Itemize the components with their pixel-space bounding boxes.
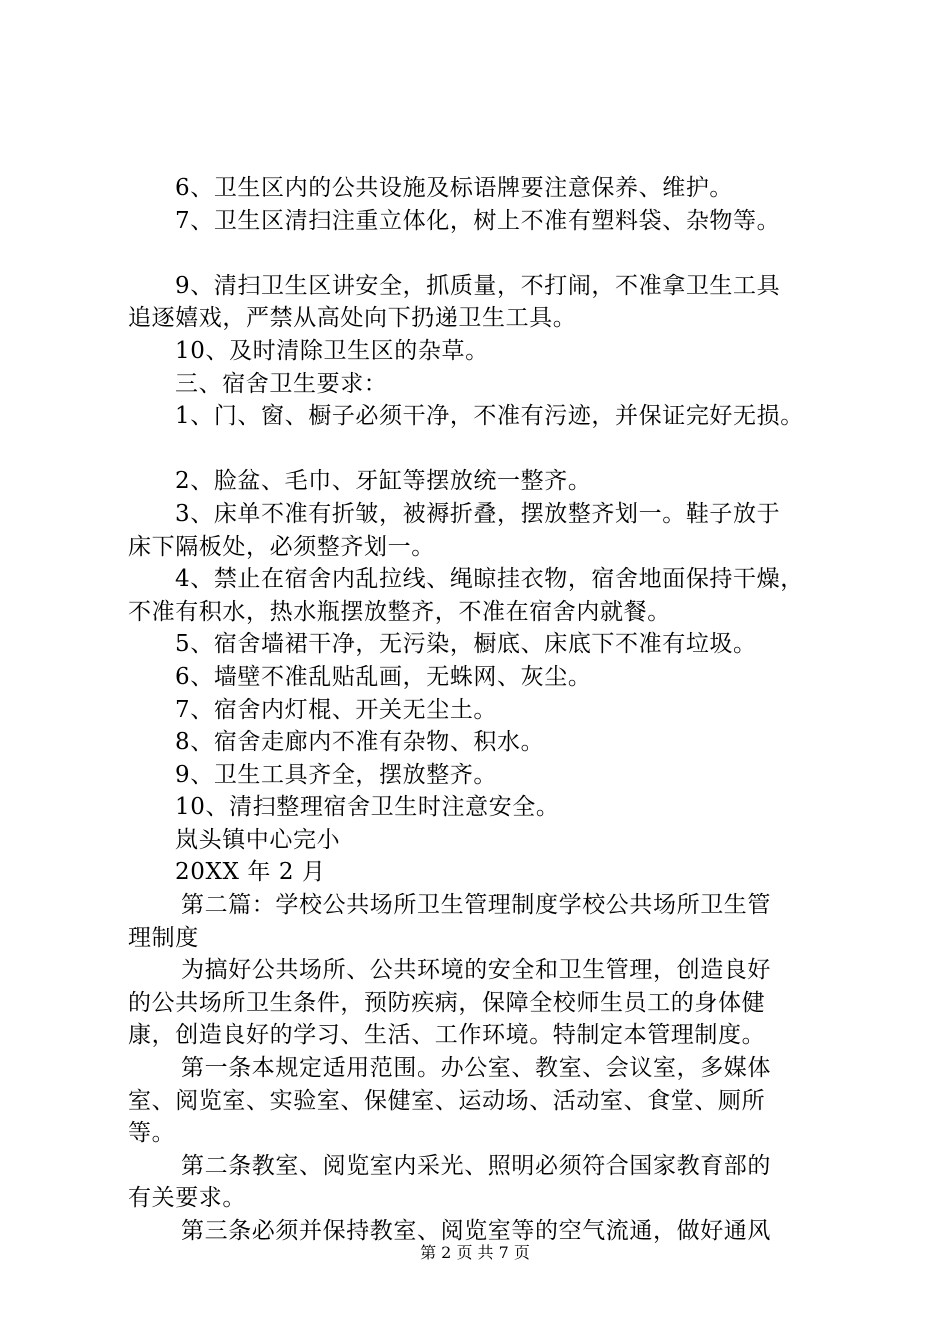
paragraph-line: 室、阅览室、实验室、保健室、运动场、活动室、食堂、厕所 [128, 1087, 766, 1114]
blank-line [128, 433, 848, 466]
paragraph-line: 6、墙壁不准乱贴乱画，无蛛网、灰尘。 [175, 663, 592, 690]
signature-org: 岚头镇中心完小 [175, 826, 341, 853]
paragraph-line: 10、清扫整理宿舍卫生时注意安全。 [175, 794, 560, 821]
paragraph-line: 等。 [128, 1120, 176, 1147]
chapter-title-cont: 理制度 [128, 924, 199, 951]
paragraph-line: 床下隔板处，必须整齐划一。 [128, 533, 435, 560]
document-body [128, 172, 848, 1248]
paragraph-line: 5、宿舍墙裙干净，无污染，橱底、床底下不准有垃圾。 [175, 631, 757, 658]
paragraph-line: 1、门、窗、橱子必须干净，不准有污迹，并保证完好无损。 [175, 403, 804, 430]
paragraph-line: 4、禁止在宿舍内乱拉线、绳晾挂衣物，宿舍地面保持干燥， [175, 566, 804, 593]
signature-date: 20XX 年 2 月 [175, 859, 326, 886]
chapter-title: 第二篇：学校公共场所卫生管理制度学校公共场所卫生管 [181, 892, 771, 919]
paragraph-line: 的公共场所卫生条件，预防疾病，保障全校师生员工的身体健 [128, 989, 766, 1016]
page-number-footer: 第 2 页 共 7 页 [420, 1243, 530, 1262]
paragraph-line: 6、卫生区内的公共设施及标语牌要注意保养、维护。 [175, 175, 734, 201]
paragraph-line: 康，创造良好的学习、生活、工作环境。特制定本管理制度。 [128, 1022, 766, 1049]
paragraph-line: 10、及时清除卫生区的杂草。 [175, 337, 489, 364]
paragraph-line: 第三条必须并保持教室、阅览室等的空气流通，做好通风 [181, 1218, 771, 1244]
section-heading: 三、宿舍卫生要求： [175, 370, 388, 397]
paragraph-line: 7、宿舍内灯棍、开关无尘土。 [175, 696, 498, 723]
paragraph-line: 3、床单不准有折皱，被褥折叠，摆放整齐划一。鞋子放于 [175, 500, 781, 527]
blank-line [128, 237, 848, 270]
paragraph-line: 追逐嬉戏，严禁从高处向下扔递卫生工具。 [128, 305, 577, 332]
paragraph-line: 有关要求。 [128, 1185, 246, 1212]
paragraph-line: 第二条教室、阅览室内采光、照明必须符合国家教育部的 [181, 1152, 771, 1179]
paragraph-line: 9、卫生工具齐全，摆放整齐。 [175, 761, 498, 788]
paragraph-line: 第一条本规定适用范围。办公室、教室、会议室，多媒体 [181, 1055, 771, 1082]
paragraph-line: 8、宿舍走廊内不准有杂物、积水。 [175, 729, 545, 756]
paragraph-line: 2、脸盆、毛巾、牙缸等摆放统一整齐。 [175, 468, 592, 495]
paragraph-line: 为搞好公共场所、公共环境的安全和卫生管理，创造良好 [181, 957, 771, 984]
paragraph-line: 9、清扫卫生区讲安全，抓质量，不打闹，不准拿卫生工具 [175, 272, 781, 299]
paragraph-line: 7、卫生区清扫注重立体化，树上不准有塑料袋、杂物等。 [175, 207, 781, 234]
paragraph-line: 不准有积水，热水瓶摆放整齐，不准在宿舍内就餐。 [128, 598, 671, 625]
